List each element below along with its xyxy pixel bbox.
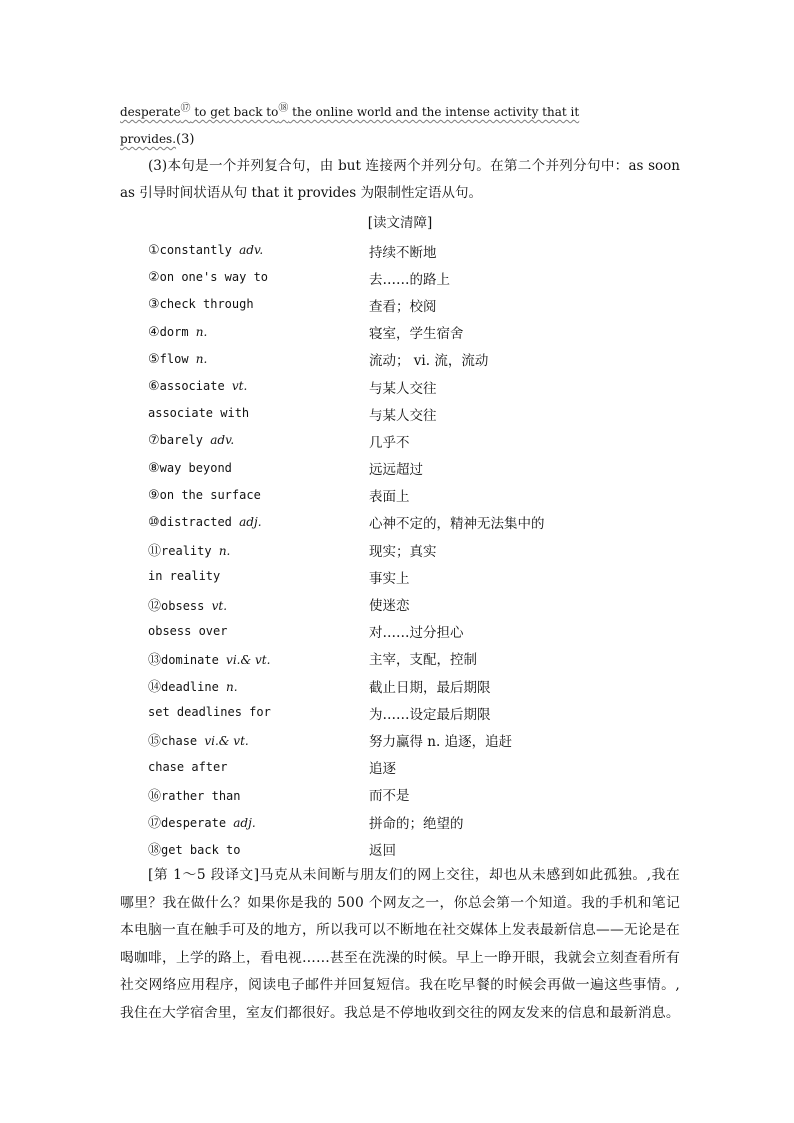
vocab-row bbox=[148, 291, 680, 318]
vocab-word: set deadlines for bbox=[148, 705, 271, 720]
vocab-definition: 追逐 bbox=[369, 761, 396, 778]
vocab-number: ⑭ bbox=[148, 680, 162, 696]
vocab-row bbox=[148, 699, 680, 726]
vocab-definition: 查看；校阅 bbox=[369, 298, 437, 315]
underlined-sentence bbox=[120, 105, 579, 119]
vocab-definition: 几乎不 bbox=[369, 434, 410, 451]
vocab-definition: 与某人交往 bbox=[369, 380, 437, 397]
vocab-definition: 而不是 bbox=[369, 788, 410, 805]
vocab-part-of-speech: n. bbox=[226, 680, 238, 695]
vocab-number: ⑩ bbox=[148, 514, 160, 530]
vocab-row bbox=[148, 808, 680, 835]
vocab-row bbox=[148, 618, 680, 645]
vocab-word: reality bbox=[161, 544, 219, 559]
vocab-word: on one's way to bbox=[159, 270, 269, 285]
vocab-term bbox=[148, 624, 369, 639]
vocab-term bbox=[148, 812, 369, 831]
vocab-part-of-speech: n. bbox=[218, 544, 231, 559]
vocab-word: constantly bbox=[159, 243, 240, 258]
vocab-row bbox=[148, 455, 680, 482]
sentence-rest: the online world and the intense activity that it bbox=[288, 105, 580, 119]
vocab-number: ④ bbox=[148, 324, 160, 340]
vocab-number: ⑪ bbox=[148, 544, 162, 560]
vocab-definition: 对……过分担心 bbox=[369, 625, 464, 642]
footnote-mark-18: ⑱ bbox=[278, 103, 289, 114]
vocab-number: ⑥ bbox=[148, 379, 160, 395]
vocab-number: ⑱ bbox=[148, 843, 162, 859]
vocab-part-of-speech: adv. bbox=[210, 433, 235, 448]
vocab-term bbox=[148, 676, 369, 695]
vocab-word: dorm bbox=[159, 324, 196, 339]
analysis-paragraph: (3)本句是一个并列复合句，由 but 连接两个并列分句。在第二个并列分句中：as soon as 引导时间状语从句 that it provides 为限制性定语从句。 bbox=[120, 158, 680, 201]
vocab-term bbox=[148, 540, 369, 559]
vocab-heading: [读文清障] bbox=[367, 215, 433, 231]
translation-paragraph: [第 1～5 段译文]马克从未间断与朋友们的网上交往，却也从未感到如此孤独。,我在哪里？我在做什么？如果你是我的 500 个网友之一，你总会第一个知道。我的手机和笔记本电脑一直在触手可及的地方，所以我可以不断地在社交媒体上发表最新信息——无论是在喝咖啡，上学的路上，看电视……甚至在洗澡的时候。早上一睁开眼，我就会立刻查看所有社交网络应用程序，阅读电子邮件并回复短信。我在吃早餐的时候会再做一遍这些事情。,我住在大学宿舍里，室友们都很好。我总是不停地收到交往的网友发来的信息和最新消息。 bbox=[120, 867, 680, 1021]
vocab-number: ⑫ bbox=[148, 598, 162, 614]
vocab-number: ⑯ bbox=[148, 788, 162, 804]
vocab-word: chase after bbox=[148, 759, 228, 774]
vocab-definition: 截止日期，最后期限 bbox=[369, 679, 491, 696]
document-page bbox=[120, 95, 680, 1027]
vocab-term bbox=[148, 406, 369, 421]
vocab-part-of-speech: n. bbox=[195, 324, 208, 339]
vocab-row bbox=[148, 590, 680, 617]
vocab-term bbox=[148, 325, 369, 340]
vocab-row bbox=[148, 509, 680, 536]
vocab-row bbox=[148, 726, 680, 753]
vocab-word: flow bbox=[159, 351, 196, 366]
vocab-definition: 心神不定的，精神无法集中的 bbox=[369, 516, 545, 533]
vocab-term bbox=[148, 488, 369, 503]
vocab-number: ⑰ bbox=[148, 816, 162, 832]
vocab-definition: 表面上 bbox=[369, 489, 410, 506]
vocab-part-of-speech: n. bbox=[195, 351, 208, 366]
vocab-definition: 使迷恋 bbox=[369, 598, 410, 615]
vocab-row bbox=[148, 536, 680, 563]
vocab-number: ⑦ bbox=[148, 433, 160, 449]
vocab-definition: 持续不断地 bbox=[369, 244, 437, 261]
vocab-definition: 主宰，支配，控制 bbox=[369, 652, 477, 669]
vocab-number: ⑤ bbox=[148, 351, 160, 367]
vocab-part-of-speech: adj. bbox=[233, 816, 256, 831]
vocab-row bbox=[148, 346, 680, 373]
vocab-word: chase bbox=[161, 734, 205, 749]
vocab-part-of-speech: vi.& vt. bbox=[204, 734, 249, 749]
vocab-word: deadline bbox=[161, 680, 227, 695]
vocab-definition: 现实；真实 bbox=[369, 543, 437, 560]
vocab-row bbox=[148, 482, 680, 509]
vocab-definition: 远远超过 bbox=[369, 462, 423, 479]
vocab-row bbox=[148, 373, 680, 400]
sentence-ref: (3) bbox=[176, 132, 195, 147]
sentence-line-1 bbox=[120, 95, 680, 126]
vocab-row bbox=[148, 563, 680, 590]
vocab-word: check through bbox=[159, 297, 254, 312]
vocab-word: obsess over bbox=[148, 623, 228, 638]
vocab-row bbox=[148, 672, 680, 699]
vocab-word: on the surface bbox=[159, 487, 261, 502]
vocab-word: get back to bbox=[161, 843, 241, 858]
vocab-definition: 事实上 bbox=[369, 570, 410, 587]
vocab-word: way beyond bbox=[159, 460, 232, 475]
vocab-term bbox=[148, 433, 369, 448]
vocab-term bbox=[148, 297, 369, 312]
vocab-word: rather than bbox=[161, 788, 241, 803]
footnote-mark-17: ⑰ bbox=[180, 103, 191, 114]
vocab-row bbox=[148, 400, 680, 427]
vocab-term bbox=[148, 569, 369, 584]
sentence-end: provides. bbox=[120, 132, 177, 146]
vocab-number: ① bbox=[148, 243, 160, 259]
vocab-row bbox=[148, 835, 680, 862]
vocab-row bbox=[148, 754, 680, 781]
vocab-term bbox=[148, 760, 369, 775]
vocab-word: obsess bbox=[161, 598, 212, 613]
vocab-definition: 去……的路上 bbox=[369, 271, 450, 288]
vocab-part-of-speech: adj. bbox=[239, 514, 262, 529]
vocab-term bbox=[148, 515, 369, 530]
translation-block bbox=[120, 862, 680, 1027]
sentence-line-2 bbox=[120, 126, 680, 153]
vocab-row bbox=[148, 781, 680, 808]
vocab-definition: 流动； vi. 流，流动 bbox=[369, 353, 489, 370]
phrase-get-back-to: to get back to bbox=[190, 105, 279, 119]
vocab-number: ③ bbox=[148, 297, 160, 313]
vocab-word: associate with bbox=[148, 406, 250, 421]
vocab-number: ⑮ bbox=[148, 734, 162, 750]
vocab-row bbox=[148, 645, 680, 672]
vocab-term bbox=[148, 461, 369, 476]
vocab-word: barely bbox=[159, 433, 211, 448]
vocab-term bbox=[148, 379, 369, 394]
vocab-word: distracted bbox=[159, 514, 240, 529]
vocab-definition: 努力赢得 n. 追逐，追赶 bbox=[369, 733, 513, 750]
vocab-part-of-speech: vt. bbox=[231, 379, 248, 394]
vocab-word: dominate bbox=[161, 652, 227, 667]
vocab-row bbox=[148, 237, 680, 264]
vocab-word: in reality bbox=[148, 569, 221, 584]
vocab-part-of-speech: adv. bbox=[239, 243, 264, 258]
vocab-word: associate bbox=[159, 379, 232, 394]
vocab-definition: 寝室，学生宿舍 bbox=[369, 326, 464, 343]
vocab-term bbox=[148, 243, 369, 258]
vocab-row bbox=[148, 427, 680, 454]
vocab-number: ⑧ bbox=[148, 460, 160, 476]
vocab-definition: 为……设定最后期限 bbox=[369, 706, 491, 723]
word-desperate: desperate bbox=[120, 105, 181, 119]
vocab-term bbox=[148, 352, 369, 367]
vocab-row bbox=[148, 319, 680, 346]
vocab-term bbox=[148, 270, 369, 285]
vocab-definition: 返回 bbox=[369, 842, 396, 859]
vocab-list bbox=[148, 237, 680, 862]
vocab-part-of-speech: vt. bbox=[211, 598, 228, 613]
vocab-part-of-speech: vi.& vt. bbox=[226, 652, 271, 667]
vocab-definition: 拼命的；绝望的 bbox=[369, 815, 464, 832]
vocab-term bbox=[148, 705, 369, 720]
vocab-number: ② bbox=[148, 270, 160, 286]
vocab-term bbox=[148, 649, 369, 668]
vocab-row bbox=[148, 264, 680, 291]
vocab-term bbox=[148, 595, 369, 614]
vocab-term bbox=[148, 785, 369, 804]
vocab-term bbox=[148, 730, 369, 749]
vocab-term bbox=[148, 839, 369, 858]
vocab-number: ⑬ bbox=[148, 652, 162, 668]
vocab-word: desperate bbox=[161, 816, 234, 831]
vocab-definition: 与某人交往 bbox=[369, 407, 437, 424]
vocab-number: ⑨ bbox=[148, 487, 160, 503]
